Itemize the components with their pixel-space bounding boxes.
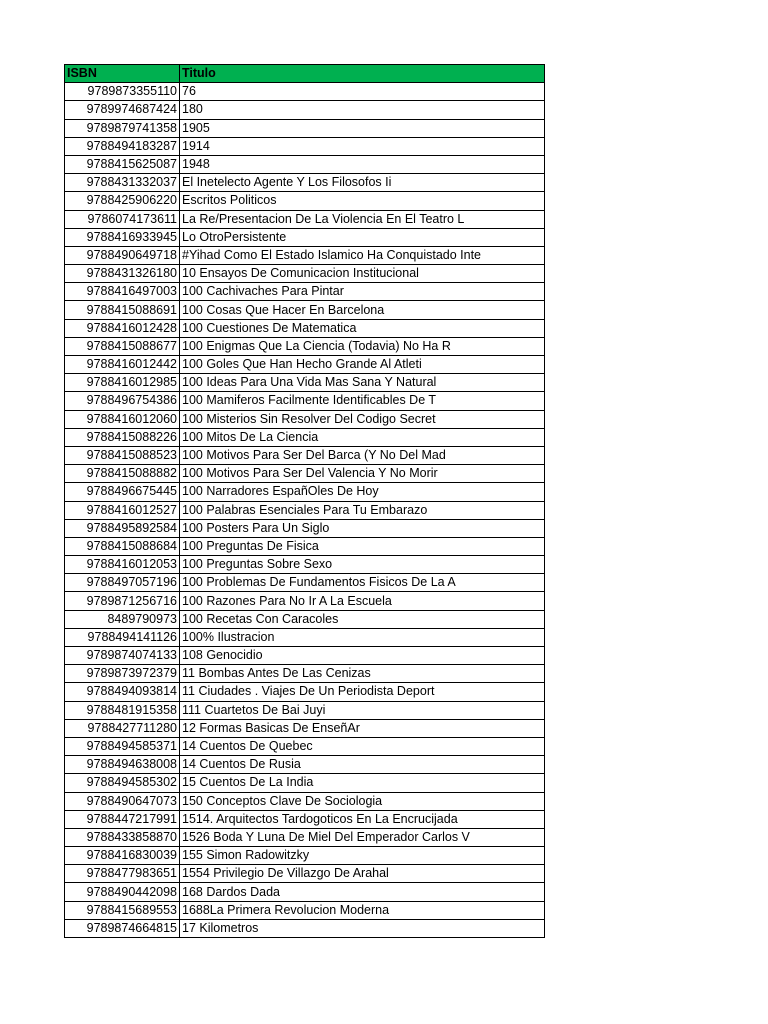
isbn-cell[interactable]: 9788494141126 [65, 628, 180, 646]
table-row [65, 628, 545, 646]
titulo-cell[interactable]: 100 Cachivaches Para Pintar [180, 283, 545, 301]
isbn-cell[interactable]: 9788495892584 [65, 519, 180, 537]
table-row [65, 901, 545, 919]
titulo-cell[interactable]: 76 [180, 83, 545, 101]
titulo-cell[interactable]: 180 [180, 101, 545, 119]
isbn-cell[interactable]: 9788415088226 [65, 428, 180, 446]
table-row [65, 228, 545, 246]
table-row [65, 719, 545, 737]
titulo-cell[interactable]: 100 Problemas De Fundamentos Fisicos De La A [180, 574, 545, 592]
isbn-cell[interactable]: 9789874664815 [65, 919, 180, 937]
table-row [65, 592, 545, 610]
column-header-isbn[interactable]: ISBN [65, 65, 180, 83]
isbn-cell[interactable]: 9788415625087 [65, 155, 180, 173]
titulo-cell[interactable]: 100 Motivos Para Ser Del Barca (Y No Del Mad [180, 446, 545, 464]
titulo-cell[interactable]: 100 Preguntas Sobre Sexo [180, 556, 545, 574]
titulo-cell[interactable]: 12 Formas Basicas De EnseñAr [180, 719, 545, 737]
isbn-cell[interactable]: 9788425906220 [65, 192, 180, 210]
isbn-cell[interactable]: 9788494585371 [65, 737, 180, 755]
table-row [65, 356, 545, 374]
isbn-cell[interactable]: 9788494093814 [65, 683, 180, 701]
table-row [65, 246, 545, 264]
isbn-cell[interactable]: 9788416012053 [65, 556, 180, 574]
table-row [65, 919, 545, 937]
isbn-cell[interactable]: 9788415088677 [65, 337, 180, 355]
table-row [65, 556, 545, 574]
titulo-cell[interactable]: 1914 [180, 137, 545, 155]
table-row [65, 119, 545, 137]
titulo-cell[interactable]: 111 Cuartetos De Bai Juyi [180, 701, 545, 719]
isbn-cell[interactable]: 9788477983651 [65, 865, 180, 883]
isbn-cell[interactable]: 9788416012060 [65, 410, 180, 428]
table-row [65, 374, 545, 392]
table-row [65, 665, 545, 683]
isbn-cell[interactable]: 9788431332037 [65, 174, 180, 192]
titulo-cell[interactable]: 15 Cuentos De La India [180, 774, 545, 792]
table-row [65, 847, 545, 865]
isbn-cell[interactable]: 9788490647073 [65, 792, 180, 810]
table-row [65, 446, 545, 464]
isbn-cell[interactable]: 9788496754386 [65, 392, 180, 410]
table-row [65, 883, 545, 901]
table-row [65, 155, 545, 173]
table-row [65, 465, 545, 483]
table-row [65, 501, 545, 519]
isbn-cell[interactable]: 9788490649718 [65, 246, 180, 264]
titulo-cell[interactable]: Lo OtroPersistente [180, 228, 545, 246]
table-row [65, 192, 545, 210]
table-row [65, 83, 545, 101]
isbn-cell[interactable]: 9789874074133 [65, 647, 180, 665]
titulo-cell[interactable]: 1905 [180, 119, 545, 137]
titulo-cell[interactable]: 100 Recetas Con Caracoles [180, 610, 545, 628]
titulo-cell[interactable]: 100 Narradores EspañOles De Hoy [180, 483, 545, 501]
table-row [65, 392, 545, 410]
isbn-cell[interactable]: 9788481915358 [65, 701, 180, 719]
table-row [65, 574, 545, 592]
table-row [65, 810, 545, 828]
column-header-titulo[interactable]: Titulo [180, 65, 545, 83]
table-row [65, 265, 545, 283]
table-row [65, 174, 545, 192]
isbn-cell[interactable]: 9788415689553 [65, 901, 180, 919]
table-row [65, 319, 545, 337]
table-row [65, 283, 545, 301]
titulo-cell[interactable]: 155 Simon Radowitzky [180, 847, 545, 865]
titulo-cell[interactable]: 1688La Primera Revolucion Moderna [180, 901, 545, 919]
titulo-cell[interactable]: 100 Cuestiones De Matematica [180, 319, 545, 337]
titulo-cell[interactable]: 100% Ilustracion [180, 628, 545, 646]
titulo-cell[interactable]: 100 Misterios Sin Resolver Del Codigo Secret [180, 410, 545, 428]
titulo-cell[interactable]: Escritos Politicos [180, 192, 545, 210]
titulo-cell[interactable]: 168 Dardos Dada [180, 883, 545, 901]
table-row [65, 828, 545, 846]
titulo-cell[interactable]: El Inetelecto Agente Y Los Filosofos Ii [180, 174, 545, 192]
table-row [65, 101, 545, 119]
isbn-cell[interactable]: 9789974687424 [65, 101, 180, 119]
table-row [65, 337, 545, 355]
isbn-cell[interactable]: 8489790973 [65, 610, 180, 628]
titulo-cell[interactable]: 1948 [180, 155, 545, 173]
table-row [65, 410, 545, 428]
isbn-cell[interactable]: 9788416933945 [65, 228, 180, 246]
spreadsheet-table [64, 64, 545, 938]
table-row [65, 210, 545, 228]
isbn-cell[interactable]: 9788415088684 [65, 537, 180, 555]
table-row [65, 647, 545, 665]
titulo-cell[interactable]: 100 Ideas Para Una Vida Mas Sana Y Natural [180, 374, 545, 392]
table-row [65, 301, 545, 319]
titulo-cell[interactable]: 11 Ciudades . Viajes De Un Periodista Deport [180, 683, 545, 701]
titulo-cell[interactable]: 1514. Arquitectos Tardogoticos En La Encrucijada [180, 810, 545, 828]
titulo-cell[interactable]: 10 Ensayos De Comunicacion Institucional [180, 265, 545, 283]
table-row [65, 792, 545, 810]
titulo-cell[interactable]: 100 Enigmas Que La Ciencia (Todavia) No Ha R [180, 337, 545, 355]
table-row [65, 737, 545, 755]
titulo-cell[interactable]: 100 Preguntas De Fisica [180, 537, 545, 555]
isbn-cell[interactable]: 9788433858870 [65, 828, 180, 846]
isbn-cell[interactable]: 9788494183287 [65, 137, 180, 155]
isbn-cell[interactable]: 9788447217991 [65, 810, 180, 828]
table-row [65, 137, 545, 155]
isbn-cell[interactable]: 9788494638008 [65, 756, 180, 774]
titulo-cell[interactable]: La Re/Presentacion De La Violencia En El Teatro L [180, 210, 545, 228]
table-row [65, 756, 545, 774]
isbn-cell[interactable]: 9788416830039 [65, 847, 180, 865]
table-row [65, 519, 545, 537]
isbn-cell[interactable]: 9789873355110 [65, 83, 180, 101]
table-row [65, 774, 545, 792]
titulo-cell[interactable]: 100 Cosas Que Hacer En Barcelona [180, 301, 545, 319]
table-row [65, 701, 545, 719]
titulo-cell[interactable]: 150 Conceptos Clave De Sociologia [180, 792, 545, 810]
isbn-cell[interactable]: 9788490442098 [65, 883, 180, 901]
isbn-cell[interactable]: 9788415088691 [65, 301, 180, 319]
table-body [65, 83, 545, 938]
isbn-cell[interactable]: 9789879741358 [65, 119, 180, 137]
titulo-cell[interactable]: 14 Cuentos De Rusia [180, 756, 545, 774]
isbn-cell[interactable]: 9789871256716 [65, 592, 180, 610]
titulo-cell[interactable]: 100 Posters Para Un Siglo [180, 519, 545, 537]
titulo-cell[interactable]: 100 Motivos Para Ser Del Valencia Y No Morir [180, 465, 545, 483]
table-row [65, 865, 545, 883]
titulo-cell[interactable]: 1554 Privilegio De Villazgo De Arahal [180, 865, 545, 883]
isbn-cell[interactable]: 9789873972379 [65, 665, 180, 683]
isbn-cell[interactable]: 9788497057196 [65, 574, 180, 592]
titulo-cell[interactable]: 11 Bombas Antes De Las Cenizas [180, 665, 545, 683]
titulo-cell[interactable]: 108 Genocidio [180, 647, 545, 665]
table-row [65, 610, 545, 628]
titulo-cell[interactable]: 100 Mitos De La Ciencia [180, 428, 545, 446]
isbn-cell[interactable]: 9788416012442 [65, 356, 180, 374]
isbn-cell[interactable]: 9788416012527 [65, 501, 180, 519]
table-row [65, 428, 545, 446]
isbn-cell[interactable]: 9788416497003 [65, 283, 180, 301]
table-row [65, 683, 545, 701]
titulo-cell[interactable]: 100 Goles Que Han Hecho Grande Al Atleti [180, 356, 545, 374]
isbn-cell[interactable]: 9788416012985 [65, 374, 180, 392]
titulo-cell[interactable]: 17 Kilometros [180, 919, 545, 937]
table-row [65, 537, 545, 555]
table-row [65, 483, 545, 501]
isbn-cell[interactable]: 9788431326180 [65, 265, 180, 283]
isbn-cell[interactable]: 9788415088523 [65, 446, 180, 464]
isbn-cell[interactable]: 9788416012428 [65, 319, 180, 337]
isbn-cell[interactable]: 9788427711280 [65, 719, 180, 737]
titulo-cell[interactable]: #Yihad Como El Estado Islamico Ha Conquistado Inte [180, 246, 545, 264]
titulo-cell[interactable]: 14 Cuentos De Quebec [180, 737, 545, 755]
titulo-cell[interactable]: 100 Razones Para No Ir A La Escuela [180, 592, 545, 610]
titulo-cell[interactable]: 100 Palabras Esenciales Para Tu Embarazo [180, 501, 545, 519]
titulo-cell[interactable]: 100 Mamiferos Facilmente Identificables De T [180, 392, 545, 410]
isbn-cell[interactable]: 9788415088882 [65, 465, 180, 483]
isbn-cell[interactable]: 9786074173611 [65, 210, 180, 228]
isbn-cell[interactable]: 9788494585302 [65, 774, 180, 792]
titulo-cell[interactable]: 1526 Boda Y Luna De Miel Del Emperador Carlos V [180, 828, 545, 846]
isbn-cell[interactable]: 9788496675445 [65, 483, 180, 501]
header-row [65, 65, 545, 83]
